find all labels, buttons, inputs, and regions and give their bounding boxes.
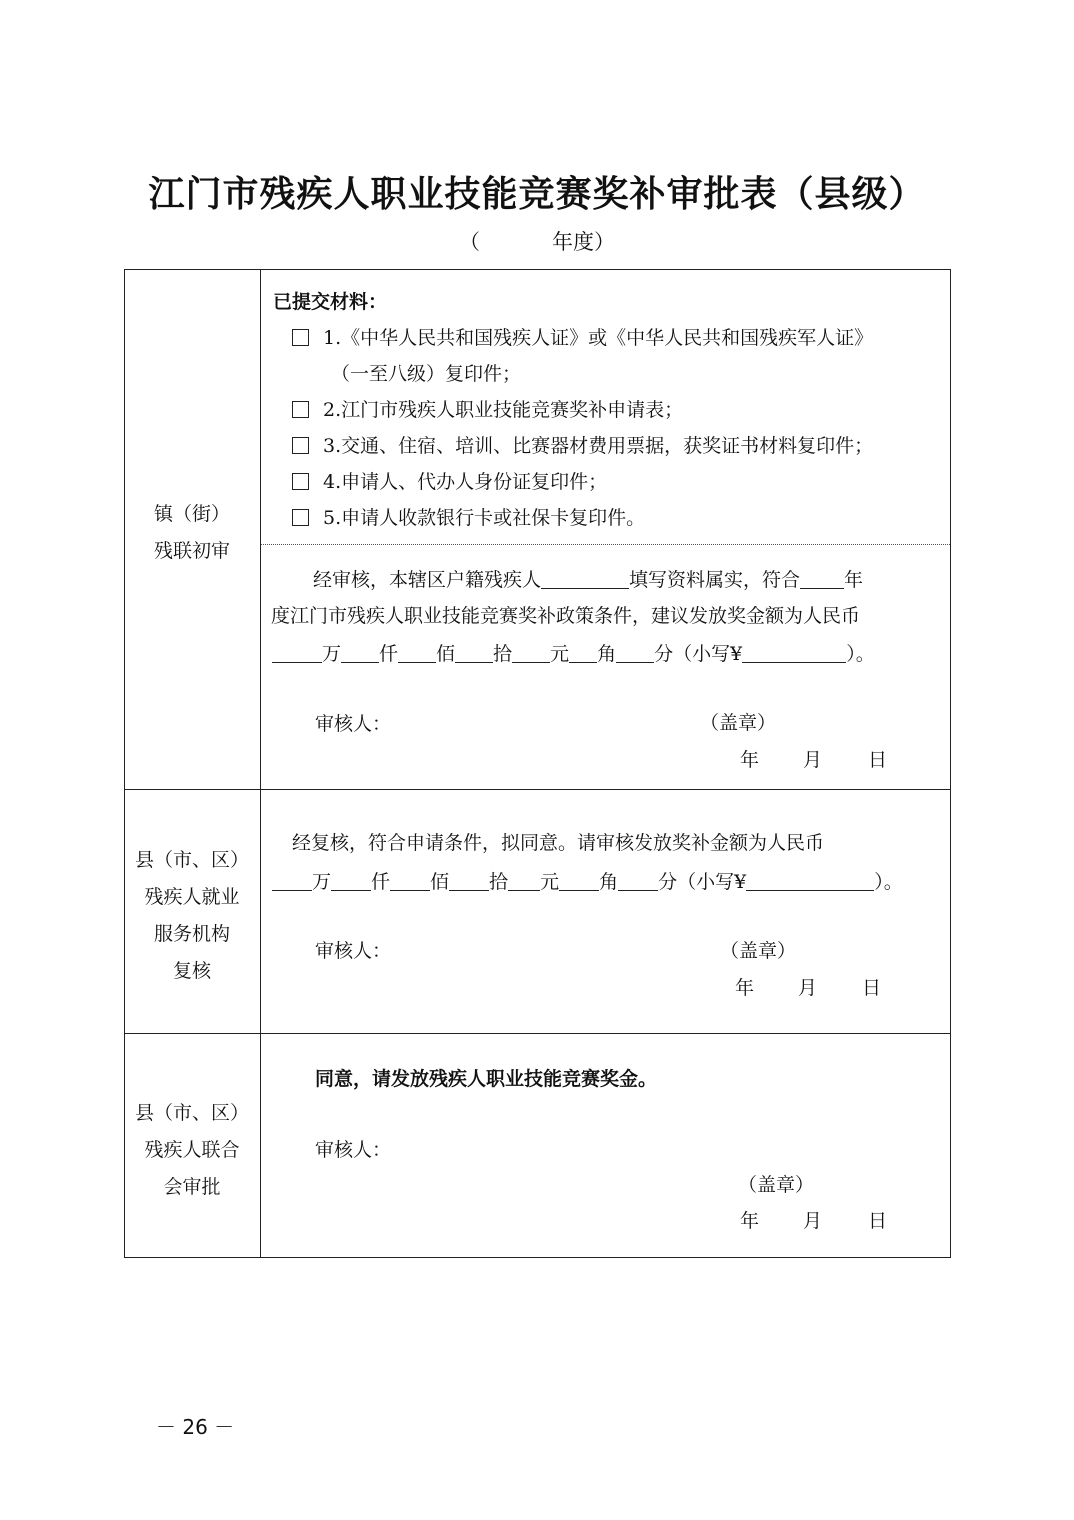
amount2-figure-blank[interactable] bbox=[746, 872, 874, 891]
table-border-bottom bbox=[124, 1257, 951, 1258]
material-item-1-cont: （一至八级）复印件； bbox=[331, 363, 522, 385]
amount2-fen-blank[interactable] bbox=[618, 872, 658, 891]
table-border-right bbox=[950, 269, 951, 1258]
amount-bai-blank[interactable] bbox=[398, 644, 436, 663]
date-year-2: 年 bbox=[735, 977, 755, 999]
date-day-1: 日 bbox=[868, 749, 888, 771]
review-line-2: 度江门市残疾人职业技能竞赛奖补政策条件，建议发放奖金额为人民币 bbox=[271, 605, 861, 627]
amount-wan-blank[interactable] bbox=[272, 644, 322, 663]
approval-text: 同意，请发放残疾人职业技能竞赛奖金。 bbox=[315, 1068, 658, 1090]
checkbox-4[interactable] bbox=[292, 473, 309, 490]
dotted-divider bbox=[261, 544, 950, 545]
reviewer-label-2: 审核人： bbox=[315, 940, 392, 962]
date-month-3: 月 bbox=[803, 1210, 823, 1232]
date-day-2: 日 bbox=[862, 977, 882, 999]
date-month-1: 月 bbox=[803, 749, 823, 771]
review-line-1: 经审核，本辖区户籍残疾人 填写资料属实，符合 年 bbox=[313, 569, 864, 591]
table-column-divider bbox=[260, 269, 261, 1258]
year-label: 年度） bbox=[552, 230, 615, 254]
section2-label: 县（市、区） 残疾人就业 服务机构 复核 bbox=[134, 849, 249, 982]
amount2-qian-blank[interactable] bbox=[331, 872, 371, 891]
amount2-yuan-blank[interactable] bbox=[508, 872, 540, 891]
amount2-shi-blank[interactable] bbox=[449, 872, 489, 891]
amount-yuan-blank[interactable] bbox=[512, 644, 550, 663]
amount-jiao-blank[interactable] bbox=[569, 644, 597, 663]
table-divider-2 bbox=[124, 1033, 951, 1034]
amount2-jiao-blank[interactable] bbox=[559, 872, 599, 891]
materials-heading: 已提交材料： bbox=[273, 291, 388, 313]
date-year-1: 年 bbox=[740, 749, 760, 771]
year-open-paren: （ bbox=[459, 230, 480, 254]
recheck-line-1: 经复核，符合申请条件，拟同意。请审核发放奖补金额为人民币 bbox=[292, 832, 825, 854]
date-day-3: 日 bbox=[868, 1210, 888, 1232]
amount-fen-blank[interactable] bbox=[616, 644, 654, 663]
page-number: － 26 － bbox=[156, 1415, 235, 1439]
checkbox-5[interactable] bbox=[292, 509, 309, 526]
checkbox-3[interactable] bbox=[292, 437, 309, 454]
material-item-1[interactable]: 1.《中华人民共和国残疾人证》或《中华人民共和国残疾军人证》 bbox=[292, 329, 873, 348]
seal-label-1: （盖章） bbox=[700, 712, 777, 734]
material-item-5[interactable]: 5.申请人收款银行卡或社保卡复印件。 bbox=[292, 509, 645, 528]
table-border-top bbox=[124, 269, 951, 270]
amount-line-1: 万 仟 佰 拾 元 角 分（小写¥ ）。 bbox=[272, 644, 875, 664]
name-blank[interactable] bbox=[541, 570, 629, 589]
amount2-wan-blank[interactable] bbox=[272, 872, 312, 891]
checkbox-1[interactable] bbox=[292, 329, 309, 346]
seal-label-3: （盖章） bbox=[738, 1174, 815, 1196]
reviewer-label-1: 审核人： bbox=[315, 713, 392, 735]
amount-shi-blank[interactable] bbox=[455, 644, 493, 663]
reviewer-label-3: 审核人： bbox=[315, 1139, 392, 1161]
year-line bbox=[0, 226, 1074, 256]
form-title: 江门市残疾人职业技能竞赛奖补审批表（县级） bbox=[148, 173, 926, 215]
seal-label-2: （盖章） bbox=[720, 940, 797, 962]
section3-label: 县（市、区） 残疾人联合 会审批 bbox=[134, 1102, 249, 1198]
amount2-bai-blank[interactable] bbox=[390, 872, 430, 891]
table-divider-1 bbox=[124, 789, 951, 790]
section1-label: 镇（街） 残联初审 bbox=[153, 503, 230, 562]
material-item-4[interactable]: 4.申请人、代办人身份证复印件； bbox=[292, 473, 607, 492]
date-month-2: 月 bbox=[798, 977, 818, 999]
material-item-2[interactable]: 2.江门市残疾人职业技能竞赛奖补申请表； bbox=[292, 401, 683, 420]
amount-figure-blank[interactable] bbox=[742, 644, 846, 663]
checkbox-2[interactable] bbox=[292, 401, 309, 418]
date-year-3: 年 bbox=[740, 1210, 760, 1232]
amount-qian-blank[interactable] bbox=[341, 644, 379, 663]
year-blank[interactable] bbox=[800, 570, 844, 589]
material-item-3[interactable]: 3.交通、住宿、培训、比赛器材费用票据，获奖证书材料复印件； bbox=[292, 437, 873, 456]
amount-line-2: 万 仟 佰 拾 元 角 分（小写¥ ）。 bbox=[272, 872, 903, 892]
